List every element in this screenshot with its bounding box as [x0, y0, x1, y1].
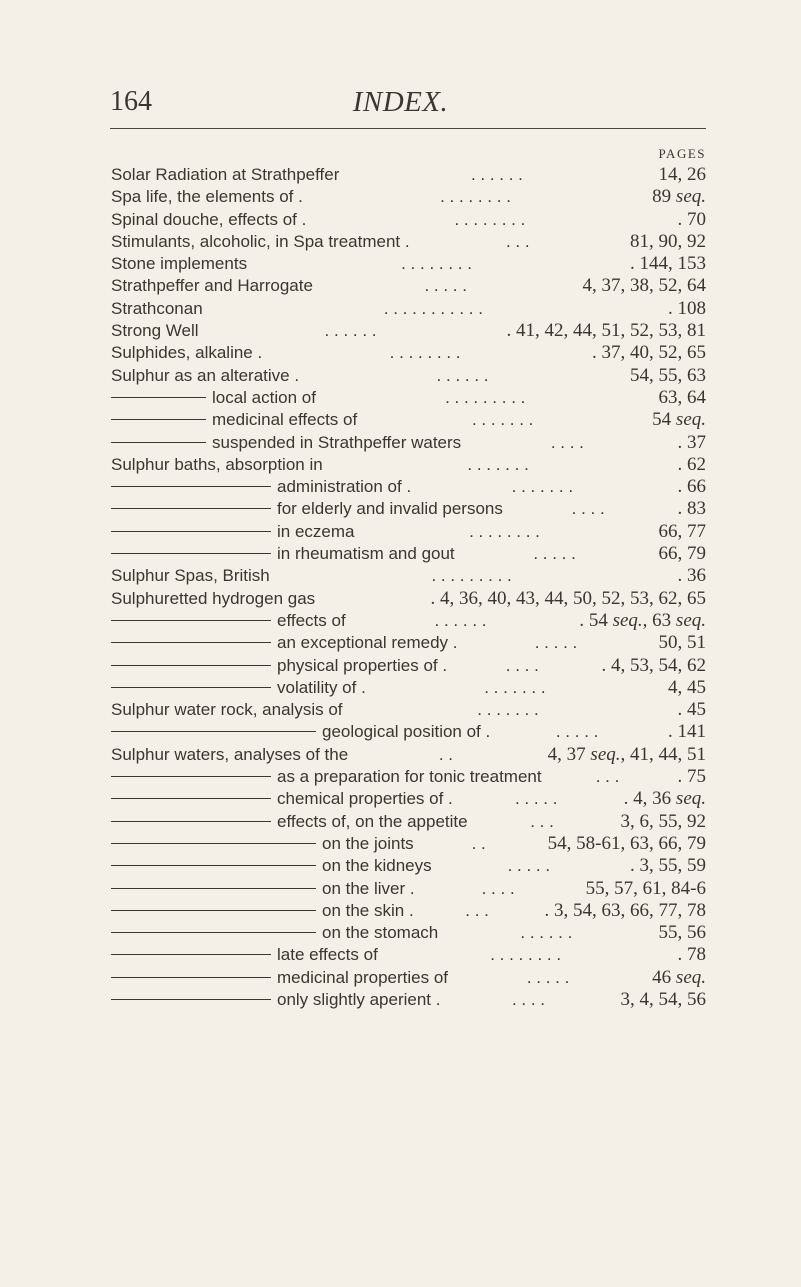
leader-dots: . . . . . . . . [469, 521, 540, 541]
entry-label: on the stomach [322, 923, 439, 943]
index-entry [111, 565, 706, 587]
entry-label: only slightly aperient . [277, 989, 441, 1009]
entry-label: on the liver . [322, 878, 415, 898]
entry-label: geological position of . [322, 722, 491, 742]
entry-label: Sulphides, alkaline . [111, 343, 263, 363]
leader-dots: . . . [595, 767, 620, 787]
page-title: INDEX. [352, 86, 449, 118]
entry-label: in rheumatism and gout [277, 544, 455, 564]
index-entry [111, 855, 706, 877]
entry-label: volatility of . [277, 677, 366, 697]
ditto-dash [111, 553, 271, 554]
leader-dots: . . . . . [555, 722, 599, 742]
entry-label: on the kidneys [322, 856, 432, 876]
entry-label: Strathconan [111, 298, 203, 318]
index-entry [111, 432, 706, 454]
entry-pages: . 144, 153 [626, 253, 706, 275]
index-entry [111, 721, 706, 743]
entry-pages: . 4, 36, 40, 43, 44, 50, 52, 53, 62, 65 [427, 588, 707, 610]
leader-dots: . . . . . . [434, 610, 487, 630]
index-entry [111, 766, 706, 788]
leader-dots: . . . . . [526, 967, 570, 987]
ditto-dash [111, 620, 271, 621]
entry-pages: 50, 51 [655, 632, 707, 654]
entry-label: late effects of [277, 945, 378, 965]
index-entry [111, 788, 706, 810]
index-entry [111, 989, 706, 1011]
entry-label: chemical properties of . [277, 789, 453, 809]
entry-label: Stone implements [111, 254, 248, 274]
ditto-dash [111, 442, 206, 443]
index-entry [111, 253, 706, 275]
entry-label: for elderly and invalid persons [277, 499, 503, 519]
header-rule [110, 128, 706, 129]
ditto-dash [111, 642, 271, 643]
index-entry [111, 699, 706, 721]
entry-pages: 4, 37, 38, 52, 64 [579, 275, 707, 297]
entry-label: on the skin . [322, 900, 414, 920]
entry-pages: 63, 64 [655, 387, 707, 409]
leader-dots: . . . . . . . [471, 410, 534, 430]
index-entry [111, 387, 706, 409]
entry-pages: 54, 58-61, 63, 66, 79 [544, 833, 706, 855]
ditto-dash [111, 977, 271, 978]
index-entry [111, 922, 706, 944]
entry-label: Spa life, the elements of . [111, 187, 303, 207]
leader-dots: . . . . . . . . . [431, 566, 512, 586]
ditto-dash [111, 865, 316, 866]
leader-dots: . . . . . [533, 544, 576, 564]
entry-pages: . 3, 54, 63, 66, 77, 78 [541, 900, 707, 922]
ditto-dash [111, 776, 271, 777]
entry-pages: . 108 [664, 298, 706, 320]
leader-dots: . . . . . . . . [401, 254, 472, 274]
leader-dots: . . . . [571, 499, 605, 519]
entry-label: Sulphur waters, analyses of the [111, 744, 349, 764]
ditto-dash [111, 821, 271, 822]
index-entry [111, 833, 706, 855]
leader-dots: . . . . . . . . [490, 945, 562, 965]
index-entry [111, 632, 706, 654]
leader-dots: . . . . . . . . . . . [383, 298, 483, 318]
entry-label: medicinal properties of [277, 967, 449, 987]
entry-pages: 66, 77 [655, 521, 707, 543]
entry-pages: 3, 6, 55, 92 [617, 811, 707, 833]
entry-pages: . 4, 53, 54, 62 [598, 655, 707, 677]
index-entry [111, 521, 706, 543]
leader-dots: . . . [505, 231, 530, 251]
index-entry [111, 209, 706, 231]
pages-column-header: PAGES [658, 146, 706, 161]
leader-dots: . . . . . . . . . [445, 387, 526, 407]
entry-pages: . 4, 36 seq. [620, 788, 706, 810]
index-entry [111, 498, 706, 520]
leader-dots: . . . . . . [470, 165, 523, 184]
entry-label: an exceptional remedy . [277, 633, 458, 653]
leader-dots: . . . . . [507, 856, 551, 876]
leader-dots: . . . . . . [324, 321, 377, 341]
ditto-dash [111, 910, 316, 911]
entry-label: as a preparation for tonic treatment [277, 767, 542, 787]
index-entry [111, 454, 706, 476]
entry-pages: 4, 45 [664, 677, 706, 699]
ditto-dash [111, 798, 271, 799]
entry-label: administration of . [277, 477, 412, 497]
index-entry [111, 655, 706, 677]
leader-dots: . . . . . . . [484, 677, 546, 697]
index-entry [111, 365, 706, 387]
leader-dots: . . . . . . [436, 365, 489, 385]
entry-pages: 54, 55, 63 [626, 365, 706, 387]
entry-pages: 46 seq. [648, 967, 706, 989]
leader-dots: . . . . [511, 989, 546, 1009]
leader-dots: . . . [465, 900, 489, 920]
leader-dots: . . . . . . . . [454, 209, 526, 229]
leader-dots: . . . . . . . . [440, 187, 511, 207]
leader-dots: . . . . . . . [511, 477, 574, 497]
entry-pages: . 83 [674, 498, 707, 520]
entry-pages: 54 seq. [648, 409, 706, 431]
ditto-dash [111, 954, 271, 955]
entry-label: Strathpeffer and Harrogate [111, 276, 313, 296]
entry-pages: . 75 [674, 766, 707, 788]
entry-label: effects of, on the appetite [277, 811, 468, 831]
entry-label: physical properties of . [277, 655, 448, 675]
entry-label: Strong Well [111, 321, 199, 341]
entry-label: Stimulants, alcoholic, in Spa treatment . [111, 231, 410, 251]
index-entry [111, 275, 706, 297]
index-entry [111, 610, 706, 632]
leader-dots: . . [471, 833, 486, 853]
ditto-dash [111, 508, 271, 509]
leader-dots: . . . . . . . [467, 454, 529, 474]
leader-dots: . . . . . [514, 789, 558, 809]
leader-dots: . . [438, 744, 454, 764]
leader-dots: . . . . [481, 878, 515, 898]
index-entry [111, 409, 706, 431]
index-entry [111, 967, 706, 989]
leader-dots: . . . [530, 811, 554, 831]
index-entry [111, 944, 706, 966]
entry-pages: . 62 [674, 454, 707, 476]
entry-pages: 14, 26 [655, 164, 707, 186]
entry-pages: 4, 37 seq., 41, 44, 51 [544, 744, 706, 766]
entry-label: medicinal effects of [212, 410, 358, 430]
leader-dots: . . . . . . . . [389, 343, 461, 363]
ditto-dash [111, 486, 271, 487]
entry-label: Sulphur baths, absorption in [111, 454, 323, 474]
entry-label: in eczema [277, 521, 355, 541]
ditto-dash [111, 731, 316, 732]
entry-pages: 3, 4, 54, 56 [617, 989, 707, 1011]
index-entry [111, 900, 706, 922]
ditto-dash [111, 687, 271, 688]
ditto-dash [111, 531, 271, 532]
entry-label: Sulphur Spas, British [111, 566, 270, 586]
entry-pages: 89 seq. [648, 186, 706, 208]
ditto-dash [111, 888, 316, 889]
ditto-dash [111, 932, 316, 933]
leader-dots: . . . . [550, 432, 584, 452]
entry-label: Sulphur as an alterative . [111, 365, 300, 385]
ditto-dash [111, 397, 206, 398]
entry-pages: . 66 [674, 476, 707, 498]
index-entry [111, 342, 706, 364]
index-entry [111, 543, 706, 565]
page-number: 164 [110, 86, 152, 117]
entry-pages: . 54 seq., 63 seq. [575, 610, 706, 632]
ditto-dash [111, 665, 271, 666]
index-entry [111, 588, 706, 610]
ditto-dash [111, 419, 206, 420]
ditto-dash [111, 999, 271, 1000]
entry-pages: . 37, 40, 52, 65 [588, 342, 706, 364]
entry-label: Sulphur water rock, analysis of [111, 700, 343, 720]
index-entry [111, 744, 706, 766]
index-entry [111, 677, 706, 699]
ditto-dash [111, 843, 316, 844]
index-entries [111, 164, 706, 1011]
leader-dots: . . . . . [424, 276, 467, 296]
entry-label: effects of [277, 610, 346, 630]
index-entry [111, 878, 706, 900]
index-entry [111, 298, 706, 320]
entry-label: suspended in Strathpeffer waters [212, 432, 462, 452]
entry-label: Sulphuretted hydrogen gas [111, 588, 316, 608]
index-entry [111, 811, 706, 833]
page-header [0, 86, 801, 122]
entry-pages: . 78 [674, 944, 707, 966]
entry-pages: . 41, 42, 44, 51, 52, 53, 81 [503, 320, 707, 342]
index-entry [111, 186, 706, 208]
leader-dots: . . . . . [534, 633, 578, 653]
leader-dots: . . . . . . [520, 923, 573, 943]
entry-pages: . 70 [674, 209, 707, 231]
entry-pages: 55, 57, 61, 84-6 [582, 878, 706, 900]
leader-dots: . . . . [505, 655, 539, 675]
index-entry [111, 164, 706, 186]
entry-pages: . 36 [674, 565, 707, 587]
entry-pages: . 141 [664, 721, 706, 743]
entry-pages: 55, 56 [655, 922, 707, 944]
index-entry [111, 320, 706, 342]
entry-label: Spinal douche, effects of . [111, 209, 307, 229]
entry-pages: 66, 79 [655, 543, 707, 565]
entry-label: local action of [212, 387, 316, 407]
entry-label: Solar Radiation at Strathpeffer [111, 165, 340, 184]
leader-dots: . . . . . . . [477, 700, 539, 720]
index-entry [111, 476, 706, 498]
entry-label: on the joints [322, 833, 414, 853]
entry-pages: 81, 90, 92 [626, 231, 706, 253]
index-entry [111, 231, 706, 253]
entry-pages: . 45 [674, 699, 707, 721]
entry-pages: . 37 [674, 432, 707, 454]
entry-pages: . 3, 55, 59 [626, 855, 706, 877]
